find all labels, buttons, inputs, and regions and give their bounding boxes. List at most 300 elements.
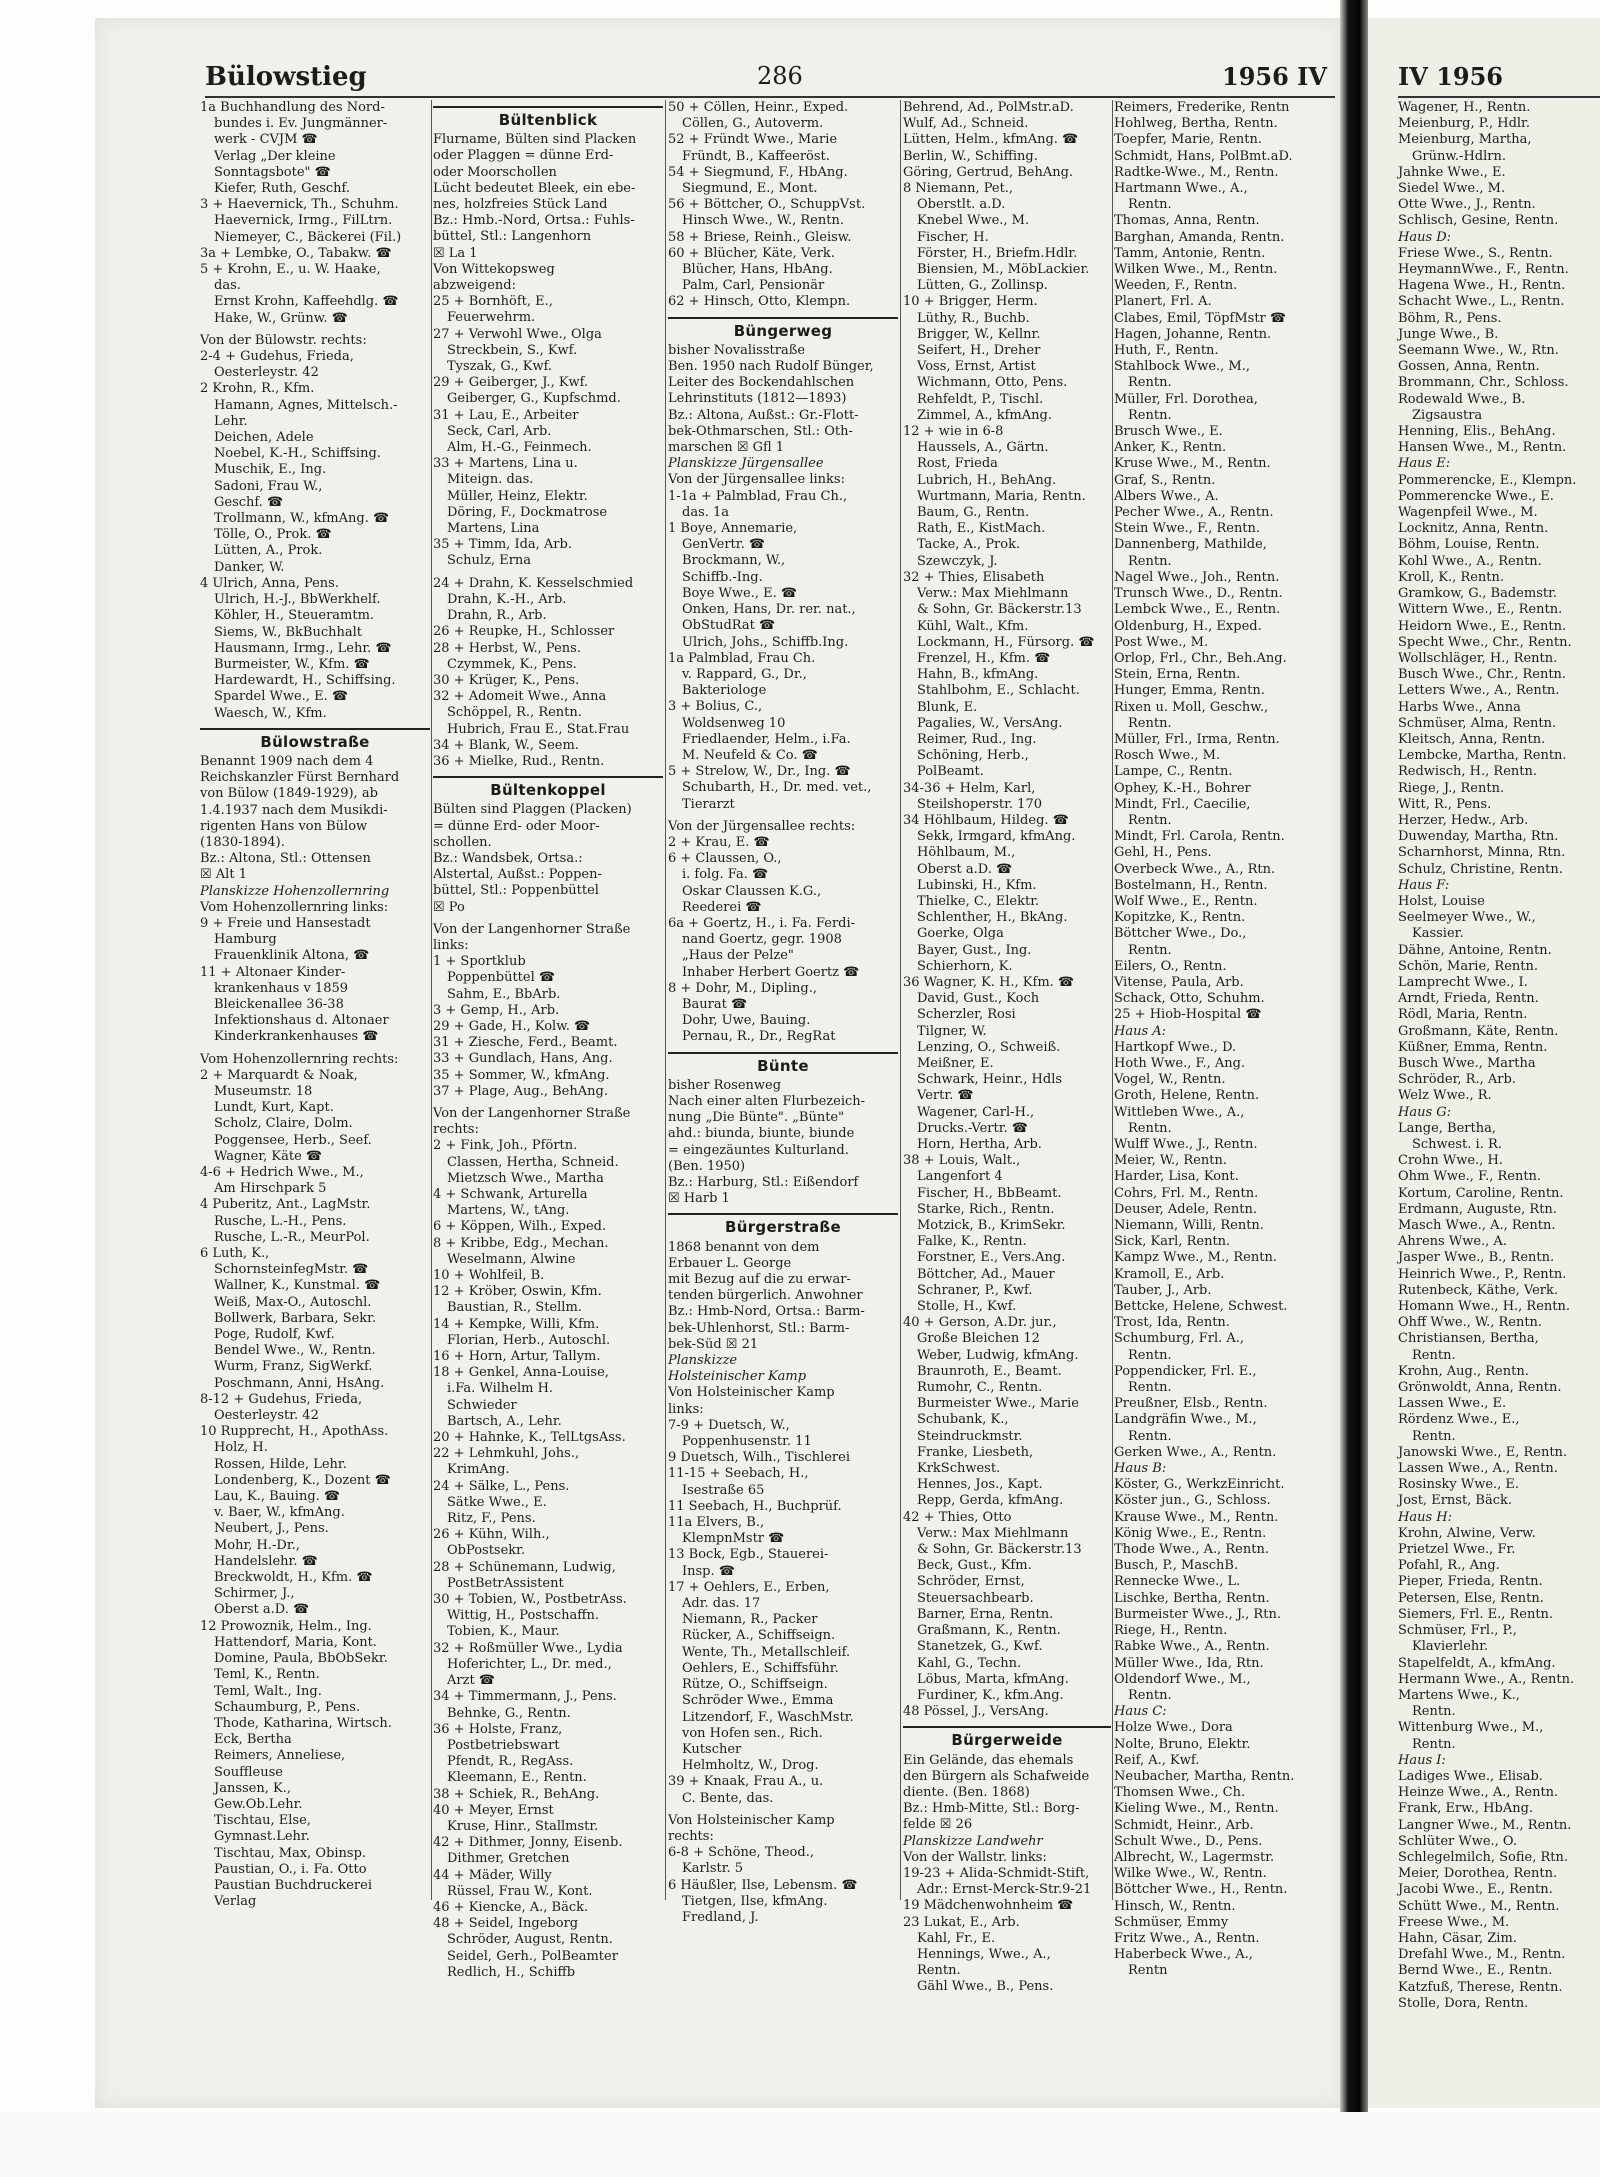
directory-entry: 29 + Geiberger, J., Kwf. [433,375,589,391]
directory-entry: Ahrens Wwe., A. [1398,1234,1507,1250]
directory-entry: bisher Rosenweg [668,1077,782,1093]
directory-entry: Von Wittekopsweg [433,261,555,277]
directory-entry: Hamburg [214,932,277,948]
directory-entry: HeymannWwe., F., Rentn. [1398,262,1569,278]
directory-entry: Florian, Herb., Autoschl. [447,1332,611,1348]
directory-entry: Kopitzke, K., Rentn. [1114,910,1246,926]
directory-entry: Tobien, K., Maur. [447,1624,560,1640]
directory-entry: Haevernick, Irmg., FilLtrn. [214,213,393,229]
directory-entry: Siegmund, E., Mont. [682,181,818,197]
subheading: Planskizze [668,1353,738,1369]
directory-entry: Verw.: Max Miehlmann [917,586,1069,602]
directory-entry: nes, holzfreies Stück Land [433,197,608,213]
directory-entry: Poppenhusenstr. 11 [682,1434,812,1450]
directory-entry: Arndt, Frieda, Rentn. [1398,991,1539,1007]
directory-entry: Schubank, K., [917,1412,1009,1428]
directory-entry: werk - CVJM ☎ [214,132,318,148]
directory-entry: Stanetzek, G., Kwf. [917,1639,1043,1655]
directory-entry: Poppenbüttel ☎ [447,970,556,986]
directory-entry: Oberst a.D. ☎ [917,861,1013,877]
directory-entry: Hinsch Wwe., W., Rentn. [682,213,844,229]
directory-entry: Furdiner, K., kfm.Ang. [917,1687,1064,1703]
directory-entry: Bartsch, A., Lehr. [447,1413,562,1429]
directory-entry: Hartkopf Wwe., D. [1114,1039,1237,1055]
directory-entry: Förster, H., Briefm.Hdlr. [917,245,1078,261]
column-divider [900,100,901,1900]
directory-entry: Harder, Lisa, Kont. [1114,1169,1239,1185]
directory-entry: Lundt, Kurt, Kapt. [214,1100,334,1116]
directory-entry: Noebel, K.-H., Schiffsing. [214,446,381,462]
directory-entry: Wittleben Wwe., A., [1114,1104,1245,1120]
directory-entry: 42 + Thies, Otto [903,1509,1012,1525]
directory-entry: Oesterleystr. 42 [214,1408,319,1424]
directory-entry: Rennecke Wwe., L. [1114,1574,1241,1590]
directory-entry: Lockmann, H., Fürsorg. ☎ [917,634,1095,650]
directory-entry: Fründt, B., Kaffeeröst. [682,148,830,164]
directory-entry: Blunk, E. [917,699,978,715]
directory-entry: Wagener, H., Rentn. [1398,100,1531,115]
directory-entry: 10 + Wohlfeil, B. [433,1268,545,1284]
directory-entry: Vitense, Paula, Arb. [1114,974,1244,990]
directory-entry: Radtke-Wwe., M., Rentn. [1114,164,1279,180]
directory-entry: von Bülow (1849-1929), ab [200,786,378,802]
directory-entry: bek-Uhlenhorst, Stl.: Barm- [668,1320,850,1336]
directory-entry: Huth, F., Rentn. [1114,343,1219,359]
directory-entry: Bettcke, Helene, Schwest. [1114,1299,1288,1315]
directory-entry: Voss, Ernst, Artist [917,359,1036,375]
directory-entry: Lüthy, R., Buchb. [917,310,1030,326]
directory-entry: diente. (Ben. 1868) [903,1784,1030,1800]
subheading: Haus F: [1398,877,1450,893]
subheading: Planskizze Hohenzollernring [200,883,390,899]
directory-entry: Waesch, W., Kfm. [214,705,327,721]
directory-entry: Langenfort 4 [917,1169,1003,1185]
directory-entry: 28 + Herbst, W., Pens. [433,640,581,656]
directory-entry: Rentn. [1128,553,1172,569]
directory-entry: 42 + Dithmer, Jonny, Eisenb. [433,1835,623,1851]
directory-entry: Nolte, Bruno, Elektr. [1114,1736,1251,1752]
subheading: Planskizze Jürgensallee [668,456,824,472]
directory-entry: Rentn [1128,1963,1168,1979]
directory-entry: Müller, Frl. Dorothea, [1114,391,1258,407]
directory-entry: Rüssel, Frau W., Kont. [447,1883,593,1899]
directory-entry: Czymmek, K., Pens. [447,656,577,672]
directory-entry: oder Plaggen = dünne Erd- [433,148,614,164]
directory-entry: 2 + Fink, Joh., Pförtn. [433,1138,578,1154]
directory-entry: Goerke, Olga [917,926,1004,942]
directory-entry: Bendel Wwe., W., Rentn. [214,1343,376,1359]
directory-entry: = eingezäuntes Kulturland. [668,1142,849,1158]
directory-entry: Schmüser, Emmy [1114,1914,1229,1930]
directory-entry: Böttcher Wwe., Do., [1114,926,1247,942]
directory-entry: Steilshoperstr. 170 [917,796,1042,812]
directory-entry: Pieper, Frieda, Rentn. [1398,1574,1543,1590]
subheading: Haus G: [1398,1104,1452,1120]
directory-entry: ObPostsekr. [447,1543,526,1559]
directory-entry: Rossen, Hilde, Lehr. [214,1456,347,1472]
directory-entry: bundes i. Ev. Jungmänner- [214,116,388,132]
directory-entry: 11 + Altonaer Kinder- [200,964,346,980]
directory-entry: Sahm, E., BbArb. [447,986,561,1002]
directory-entry: Preußner, Elsb., Rentn. [1114,1396,1268,1412]
directory-entry: Letters Wwe., A., Rentn. [1398,683,1560,699]
directory-entry: Drahn, R., Arb. [447,608,547,624]
directory-entry: Bz.: Hmb-Mitte, Stl.: Borg- [903,1801,1080,1817]
directory-entry: Bernd Wwe., E., Rentn. [1398,1963,1553,1979]
directory-entry: Schmidt, Heinr., Arb. [1114,1817,1254,1833]
subheading: Holsteinischer Kamp [668,1369,807,1385]
directory-entry: 24 + Sälke, L., Pens. [433,1478,570,1494]
directory-entry: Planert, Frl. A. [1114,294,1212,310]
directory-entry: 18 + Genkel, Anna-Louise, [433,1365,609,1381]
directory-entry: nung „Die Bünte". „Bünte" [668,1110,845,1126]
directory-entry: Klavierlehr. [1412,1639,1489,1655]
directory-entry: Knebel Wwe., M. [917,213,1030,229]
directory-entry: Siems, W., BkBuchhalt [214,624,363,640]
directory-entry: bek-Süd ☒ 21 [668,1336,759,1352]
street-heading: Bünte [668,1052,898,1074]
directory-entry: Starke, Rich., Rentn. [917,1201,1055,1217]
directory-entry: Dähne, Antoine, Rentn. [1398,942,1552,958]
directory-entry: Bz.: Altona, Außst.: Gr.-Flott- [668,407,859,423]
directory-entry: 11 Seebach, H., Buchprüf. [668,1498,842,1514]
directory-entry: 50 + Cöllen, Heinr., Exped. [668,100,849,115]
directory-entry: Scharnhorst, Minna, Rtn. [1398,845,1566,861]
facing-page-header: IV 1956 [1398,62,1503,91]
directory-entry: Lamprecht Wwe., I. [1398,974,1528,990]
directory-entry: 19-23 + Alida-Schmidt-Stift, [903,1865,1090,1881]
directory-entry: Schubarth, H., Dr. med. vet., [682,780,872,796]
directory-entry: Thielke, C., Elektr. [917,893,1040,909]
directory-entry: 30 + Krüger, K., Pens. [433,672,580,688]
directory-entry: links: [668,1401,704,1417]
directory-entry: 62 + Hinsch, Otto, Klempn. [668,294,851,310]
directory-entry: Eck, Bertha [214,1732,292,1748]
directory-entry: Kühl, Walt., Kfm. [917,618,1029,634]
directory-entry: 3 + Bolius, C., [668,699,763,715]
directory-entry: Frank, Erw., HbAng. [1398,1801,1534,1817]
directory-entry: 34 Höhlbaum, Hildeg. ☎ [903,812,1069,828]
directory-entry: Scholz, Claire, Dolm. [214,1116,353,1132]
directory-entry: Karlstr. 5 [682,1861,744,1877]
directory-entry: Janssen, K., [214,1780,291,1796]
directory-entry: 30 + Tobien, W., PostbetrAss. [433,1592,627,1608]
directory-entry: Holze Wwe., Dora [1114,1720,1233,1736]
directory-entry: Küßner, Emma, Rentn. [1398,1039,1548,1055]
directory-entry: das. [214,278,241,294]
directory-entry: Fischer, H., BbBeamt. [917,1185,1062,1201]
directory-entry: (Ben. 1950) [668,1158,746,1174]
directory-entry: Lütten, A., Prok. [214,543,323,559]
directory-entry: Wurm, Franz, SigWerkf. [214,1359,373,1375]
directory-entry: Franke, Liesbeth, [917,1444,1034,1460]
directory-entry: Lubrich, H., BehAng. [917,472,1057,488]
directory-entry: Alm, H.-G., Feinmech. [447,440,592,456]
directory-entry: Wagner, Käte ☎ [214,1148,323,1164]
directory-entry: Pofahl, R., Ang. [1398,1558,1500,1574]
directory-entry: 33 + Gundlach, Hans, Ang. [433,1051,613,1067]
directory-entry: Fischer, H. [917,229,989,245]
directory-entry: 2-4 + Gudehus, Frieda, [200,349,354,365]
directory-entry: Heidorn Wwe., E., Rentn. [1398,618,1567,634]
directory-entry: Rentn. [1128,1380,1172,1396]
directory-entry: Müller Wwe., Ida, Rtn. [1114,1655,1264,1671]
directory-entry: Löbus, Marta, kfmAng. [917,1671,1069,1687]
directory-entry: Schlüter Wwe., O. [1398,1833,1517,1849]
directory-entry: 12 + Kröber, Oswin, Kfm. [433,1284,602,1300]
directory-entry: Museumstr. 18 [214,1083,313,1099]
directory-entry: Wagener, Carl-H., [917,1104,1035,1120]
directory-entry: krankenhaus v 1859 [214,980,349,996]
directory-entry: Feuerwehrm. [447,310,536,326]
directory-entry: oder Moorschollen [433,164,557,180]
directory-entry: Wolf Wwe., E., Rentn. [1114,893,1258,909]
directory-entry: Rabke Wwe., A., Rentn. [1114,1639,1270,1655]
directory-entry: ☒ La 1 [433,245,478,261]
directory-entry: Holst, Louise [1398,893,1485,909]
directory-entry: Schlegelmilch, Sofie, Rtn. [1398,1849,1569,1865]
directory-entry: abzweigend: [433,278,516,294]
directory-entry: den Bürgern als Schafweide [903,1768,1090,1784]
directory-entry: Schraner, P., Kwf. [917,1282,1033,1298]
directory-entry: Pfendt, R., RegAss. [447,1754,574,1770]
directory-entry: Mindt, Frl., Caecilie, [1114,796,1251,812]
directory-entry: Rentn. [1412,1704,1456,1720]
directory-entry: 1 Boye, Annemarie, [668,521,798,537]
directory-entry: 6a + Goertz, H., i. Fa. Ferdi- [668,915,856,931]
directory-entry: 39 + Knaak, Frau A., u. [668,1774,824,1790]
directory-entry: C. Bente, das. [682,1790,774,1806]
directory-entry: Lütten, G., Zollinsp. [917,278,1048,294]
subheading: Planskizze Landwehr [903,1833,1043,1849]
directory-entry: Schröder, August, Rentn. [447,1932,613,1948]
directory-entry: ObStudRat ☎ [682,618,776,634]
directory-column-4 [903,100,1111,1995]
directory-entry: 34 + Timmermann, J., Pens. [433,1689,617,1705]
directory-entry: Rentn. [1412,1347,1456,1363]
directory-entry: Tyszak, G., Kwf. [447,359,553,375]
directory-entry: Herzer, Hedw., Arb. [1398,812,1529,828]
directory-entry: Teml, Walt., Ing. [214,1683,322,1699]
directory-entry: 32 + Thies, Elisabeth [903,569,1045,585]
directory-entry: Reichskanzler Fürst Bernhard [200,770,400,786]
directory-entry: Busch Wwe., Martha [1398,1055,1536,1071]
directory-entry: Duwenday, Martha, Rtn. [1398,829,1559,845]
directory-entry: Geiberger, G., Kupfschmd. [447,391,621,407]
directory-entry: 1.4.1937 nach dem Musikdi- [200,802,388,818]
directory-entry: Bayer, Gust., Ing. [917,942,1032,958]
directory-entry: Rutenbeck, Käthe, Verk. [1398,1282,1559,1298]
directory-entry: Riege, J., Rentn. [1398,780,1505,796]
directory-entry: Drefahl Wwe., M., Rentn. [1398,1947,1566,1963]
directory-entry: Oldenburg, H., Exped. [1114,618,1262,634]
directory-entry: Burmeister Wwe., Marie [917,1396,1079,1412]
directory-entry: Thomsen Wwe., Ch. [1114,1785,1246,1801]
directory-entry: Von Holsteinischer Kamp [668,1812,835,1828]
directory-entry: i.Fa. Wilhelm H. [447,1381,554,1397]
directory-entry: Hennes, Jos., Kapt. [917,1477,1043,1493]
directory-entry: Vom Hohenzollernring rechts: [200,1051,399,1067]
directory-entry: 26 + Kühn, Wilh., [433,1527,550,1543]
directory-entry: 8 Niemann, Pet., [903,181,1014,197]
directory-entry: 3 + Haevernick, Th., Schuhm. [200,197,399,213]
directory-entry: 37 + Plage, Aug., BehAng. [433,1083,608,1099]
directory-entry: Rentn. [1412,1428,1456,1444]
directory-entry: Wittig, H., Postschaffn. [447,1608,599,1624]
directory-entry: 31 + Lau, E., Arbeiter [433,407,579,423]
directory-entry: Reimer, Rud., Ing. [917,731,1037,747]
directory-entry: Kroll, K., Rentn. [1398,569,1505,585]
directory-entry: Kahl, G., Techn. [917,1655,1022,1671]
directory-entry: 4 + Schwank, Arturella [433,1187,588,1202]
directory-entry: Londenberg, K., Dozent ☎ [214,1472,391,1488]
directory-entry: Krohn, Aug., Rentn. [1398,1363,1529,1379]
directory-entry: Breckwoldt, H., Kfm. ☎ [214,1570,373,1586]
directory-entry: Verw.: Max Miehlmann [917,1525,1069,1541]
directory-entry: Witt, R., Pens. [1398,796,1492,812]
directory-entry: Kassier. [1412,926,1464,942]
street-heading: Bürgerweide [903,1726,1111,1748]
directory-entry: Schulz, Christine, Rentn. [1398,861,1563,877]
directory-entry: Frauenklinik Altona, ☎ [214,948,370,964]
directory-entry: Böhm, R., Pens. [1398,310,1502,326]
directory-entry: Lehr. [214,413,248,429]
directory-entry: Jost, Ernst, Bäck. [1398,1493,1513,1509]
directory-entry: Alstertal, Außst.: Poppen- [433,867,602,883]
directory-entry: Müller, Heinz, Elektr. [447,488,588,504]
directory-entry: Von der Wallstr. links: [903,1849,1047,1865]
directory-entry: Stein, Erna, Rentn. [1114,667,1241,683]
street-heading: Büngerweg [668,317,898,339]
directory-entry: Poge, Rudolf, Kwf. [214,1327,335,1343]
directory-entry: Prietzel Wwe., Fr. [1398,1542,1516,1558]
directory-entry: Schmidt, Hans, PolBmt.aD. [1114,148,1293,164]
directory-entry: Barghan, Amanda, Rentn. [1114,229,1285,245]
directory-entry: Bz.: Wandsbek, Ortsa.: [433,850,583,866]
directory-entry: Gerken Wwe., A., Rentn. [1114,1444,1277,1460]
directory-entry: 16 + Horn, Artur, Tallym. [433,1349,601,1365]
directory-entry: Wichmann, Otto, Pens. [917,375,1068,391]
directory-entry: „Haus der Pelze" [682,948,794,964]
directory-entry: Schröder, Ernst, [917,1574,1025,1590]
directory-entry: Böttcher Wwe., H., Rentn. [1114,1882,1288,1898]
directory-entry: Post Wwe., M. [1114,634,1209,650]
directory-entry: Groth, Helene, Rentn. [1114,1088,1260,1104]
directory-entry: Niemann, R., Packer [682,1612,818,1628]
directory-entry: Wollschläger, H., Rentn. [1398,650,1558,666]
directory-entry: Stahlbohm, E., Schlacht. [917,683,1080,699]
directory-column-1 [200,100,430,1910]
directory-entry: Paustian Buchdruckerei [214,1877,372,1893]
directory-entry: Cohrs, Frl. M., Rentn. [1114,1185,1259,1201]
directory-entry: Drucks.-Vertr. ☎ [917,1120,1028,1136]
directory-entry: Grünw.-Hdlrn. [1412,148,1506,164]
directory-entry: 26 + Reupke, H., Schlosser [433,624,615,640]
directory-entry: SchornsteinfegMstr. ☎ [214,1262,369,1278]
directory-entry: Sätke Wwe., E. [447,1494,547,1510]
directory-entry: Gramkow, G., Bademstr. [1398,586,1558,602]
directory-entry: Hagena Wwe., H., Rentn. [1398,278,1566,294]
directory-entry: Biensien, M., MöbLackier. [917,262,1090,278]
directory-entry: Lehrinstituts (1812—1893) [668,391,847,407]
directory-entry: 54 + Siegmund, F., HbAng. [668,164,848,180]
directory-entry: Höhlbaum, M., [917,845,1016,861]
directory-entry: Martens, Lina [447,521,540,537]
directory-entry: Gähl Wwe., B., Pens. [917,1979,1054,1995]
directory-entry: 52 + Fründt Wwe., Marie [668,132,838,148]
directory-entry: Rördenz Wwe., E., [1398,1412,1520,1428]
directory-entry: Am Hirschpark 5 [214,1181,327,1197]
directory-entry: Nagel Wwe., Joh., Rentn. [1114,569,1280,585]
directory-entry: Braunroth, E., Beamt. [917,1363,1062,1379]
directory-entry: (1830-1894). [200,834,285,850]
directory-entry: Seelmeyer Wwe., W., [1398,910,1536,926]
subheading: Haus I: [1398,1752,1446,1768]
directory-entry: Thomas, Anna, Rentn. [1114,213,1260,229]
directory-entry: Hunger, Emma, Rentn. [1114,683,1265,699]
directory-entry: Kinderkrankenhauses ☎ [214,1029,379,1045]
directory-entry: Tölle, O., Prok. ☎ [214,527,332,543]
directory-entry: Anker, K., Rentn. [1114,440,1227,456]
directory-entry: Lassen Wwe., A., Rentn. [1398,1461,1558,1477]
directory-entry: 38 + Schiek, R., BehAng. [433,1786,600,1802]
directory-entry: Mindt, Frl. Carola, Rentn. [1114,829,1285,845]
directory-entry: Lampe, C., Rentn. [1114,764,1233,780]
directory-entry: Ophey, K.-H., Bohrer [1114,780,1251,796]
directory-entry: 23 Lukat, E., Arb. [903,1914,1020,1930]
directory-entry: Stein Wwe., F., Rentn. [1114,521,1261,537]
directory-entry: rigenten Hans von Bülow [200,818,368,834]
directory-entry: 6 + Claussen, O., [668,851,782,867]
directory-entry: Isestraße 65 [682,1482,765,1498]
directory-entry: Von Holsteinischer Kamp [668,1385,835,1401]
directory-entry: nand Goertz, gegr. 1908 [682,932,842,948]
directory-entry: Homann Wwe., H., Rentn. [1398,1299,1571,1315]
directory-entry: Schöppel, R., Rentn. [447,705,582,721]
directory-entry: Siemers, Frl. E., Rentn. [1398,1606,1554,1622]
directory-entry: 3 + Gemp, H., Arb. [433,1002,560,1018]
directory-entry: bisher Novalisstraße [668,342,806,358]
directory-entry: Wallner, K., Kunstmal. ☎ [214,1278,381,1294]
directory-entry: Tacke, A., Prok. [917,537,1021,553]
directory-entry: Böttcher, Ad., Mauer [917,1266,1055,1282]
directory-entry: Kohl Wwe., A., Rentn. [1398,553,1542,569]
directory-entry: 40 + Meyer, Ernst [433,1802,554,1818]
directory-entry: Souffleuse [214,1764,283,1780]
directory-entry: Von der Langenhorner Straße [433,1105,631,1121]
directory-entry: & Sohn, Gr. Bäckerstr.13 [917,1542,1082,1558]
directory-entry: Baurat ☎ [682,996,748,1012]
directory-entry: KlempnMstr ☎ [682,1531,785,1547]
directory-entry: Kruse, Hinr., Stallmstr. [447,1818,599,1834]
directory-entry: Tauber, J., Arb. [1114,1282,1212,1298]
directory-entry: Behnke, G., Rentn. [447,1705,571,1721]
directory-entry: Locknitz, Anna, Rentn. [1398,521,1549,537]
directory-entry: 20 + Hahnke, K., TelLtgsAss. [433,1430,626,1446]
directory-entry: 6 Luth, K., [200,1246,270,1262]
directory-entry: büttel, Stl.: Poppenbüttel [433,883,599,899]
directory-entry: Gossen, Anna, Rentn. [1398,359,1540,375]
directory-entry: Albrecht, W., Lagermstr. [1114,1849,1275,1865]
directory-entry: Weselmann, Alwine [447,1251,576,1267]
directory-entry: ☒ Po [433,899,465,915]
directory-entry: Jahnke Wwe., E. [1398,164,1506,180]
directory-entry: Lubinski, H., Kfm. [917,877,1037,893]
directory-entry: Palm, Carl, Pensionär [682,278,825,294]
directory-entry: Specht Wwe., Chr., Rentn. [1398,634,1572,650]
directory-entry: v. Rappard, G., Dr., [682,666,807,682]
directory-entry: Langner Wwe., M., Rentn. [1398,1817,1572,1833]
